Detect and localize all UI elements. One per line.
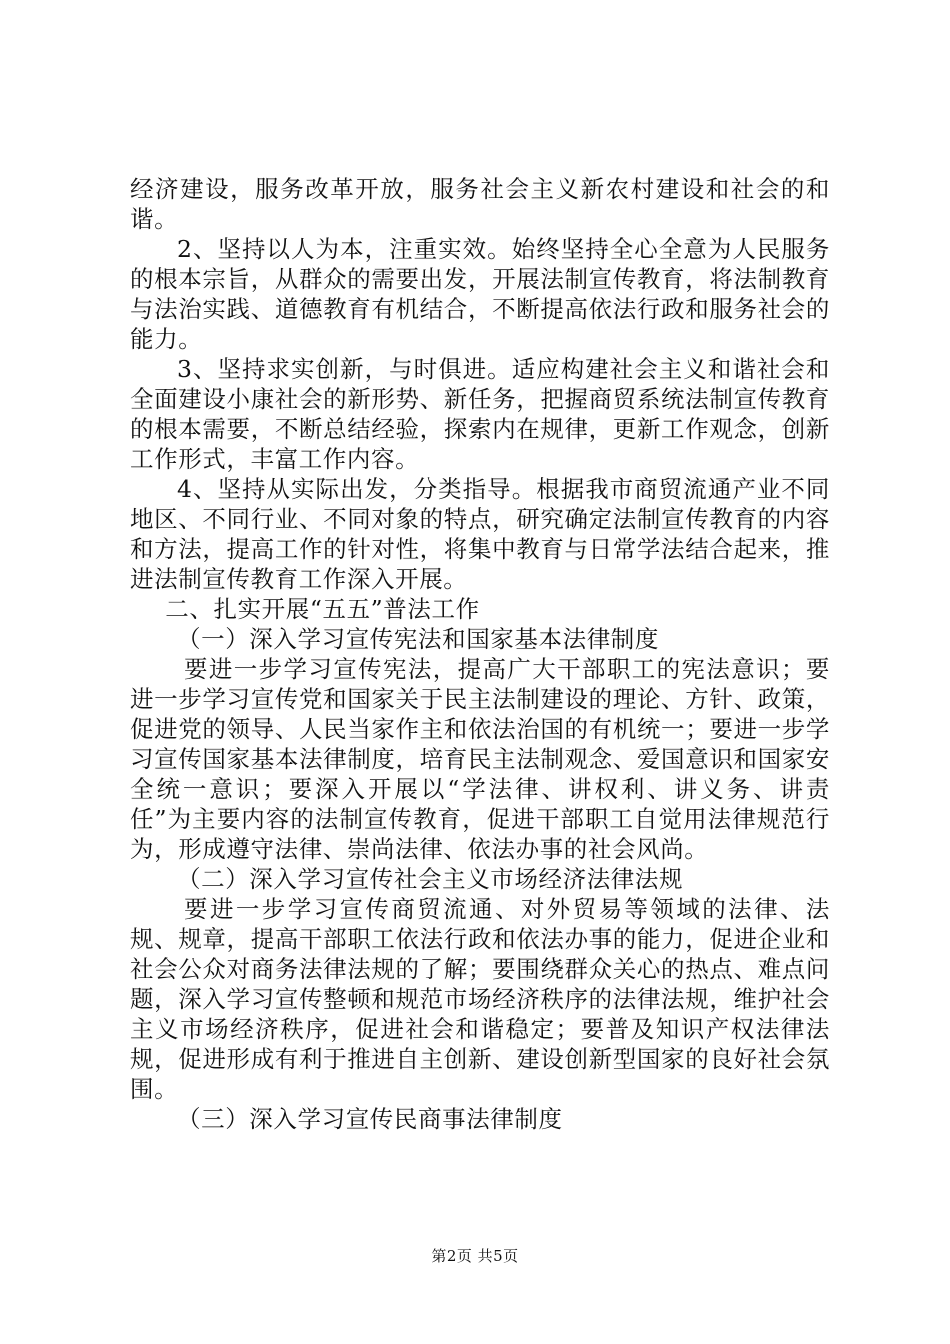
paragraph-principle-3: 3、坚持求实创新，与时俱进。适应构建社会主义和谐社会和全面建设小康社会的新形势、新任务，把握商贸系统法制宣传教育的根本需要，不断总结经验，探索内在规律，更新工作观念，创新工作形式，丰富工作内容。 [130,355,830,473]
subsection-heading-3: （三）深入学习宣传民商事法律制度 [177,1105,563,1133]
paragraph-continuation: 经济建设，服务改革开放，服务社会主义新农村建设和社会的和谐。 [130,175,830,233]
body-text [130,174,830,1134]
paragraph-principle-2: 2、坚持以人为本，注重实效。始终坚持全心全意为人民服务的根本宗旨，从群众的需要出发，开展法制宣传教育，将法制教育与法治实践、道德教育有机结合，不断提高依法行政和服务社会的能力。 [130,235,830,353]
paragraph-principle-4: 4、坚持从实际出发，分类指导。根据我市商贸流通产业不同地区、不同行业、不同对象的特点，研究确定法制宣传教育的内容和方法，提高工作的针对性，将集中教育与日常学法结合起来，推进法制宣传教育工作深入开展。 [130,475,830,593]
paragraph-subsection-1: 要进一步学习宣传宪法，提高广大干部职工的宪法意识；要进一步学习宣传党和国家关于民主法制建设的理论、方针、政策，促进党的领导、人民当家作主和依法治国的有机统一；要进一步学习宣传国家基本法律制度，培育民主法制观念、爱国意识和国家安全统一意识；要深入开展以“学法律、讲权利、讲义务、讲责任”为主要内容的法制宣传教育，促进干部职工自觉用法律规范行为，形成遵守法律、崇尚法律、依法办事的社会风尚。 [130,655,830,863]
section-heading-2: 二、扎实开展“五五”普法工作 [165,595,480,623]
subsection-heading-1: （一）深入学习宣传宪法和国家基本法律制度 [177,625,659,653]
page-footer: 第2页 共5页 [431,1247,519,1265]
subsection-heading-2: （二）深入学习宣传社会主义市场经济法律法规 [177,865,684,893]
paragraph-subsection-2: 要进一步学习宣传商贸流通、对外贸易等领域的法律、法规、规章，提高干部职工依法行政和依法办事的能力，促进企业和社会公众对商务法律法规的了解；要围绕群众关心的热点、难点问题，深入学习宣传整顿和规范市场经济秩序的法律法规，维护社会主义市场经济秩序，促进社会和谐稳定；要普及知识产权法律法规，促进形成有利于推进自主创新、建设创新型国家的良好社会氛围。 [130,895,830,1103]
